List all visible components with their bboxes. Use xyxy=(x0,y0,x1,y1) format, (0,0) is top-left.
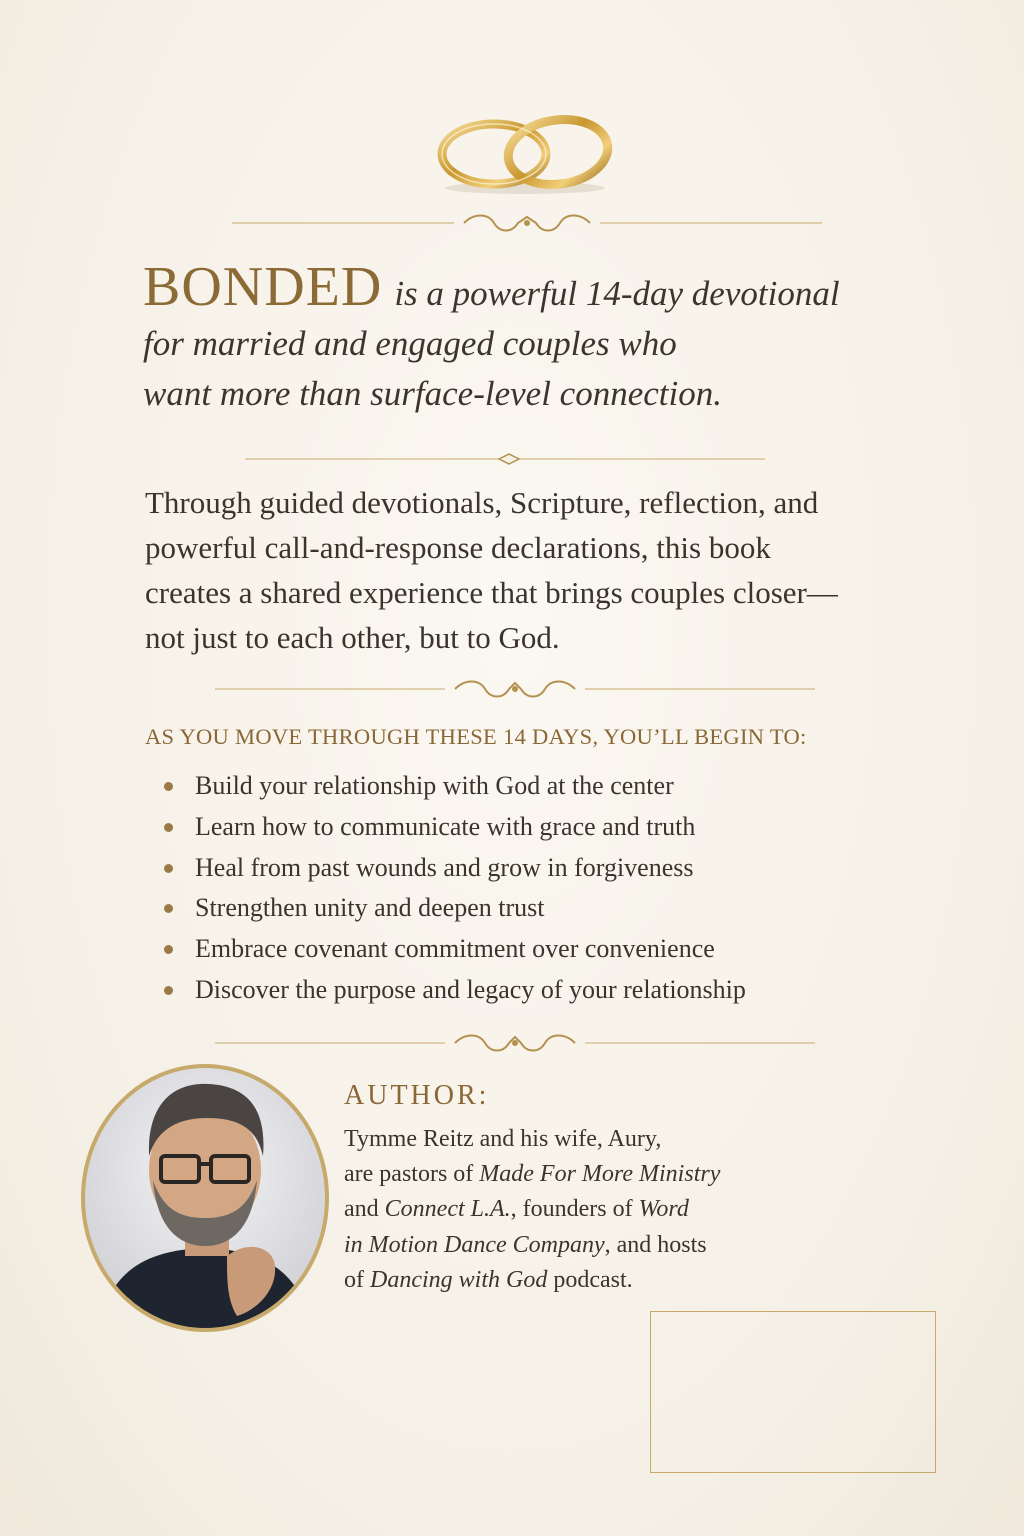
bullet-icon xyxy=(164,986,173,995)
bullet-icon xyxy=(164,864,173,873)
intro-statement xyxy=(143,256,943,419)
ornament-divider xyxy=(232,207,822,237)
barcode-placeholder xyxy=(650,1311,936,1473)
list-item: Heal from past wounds and grow in forgiveness xyxy=(160,848,746,889)
bullet-icon xyxy=(164,823,173,832)
description-line-1: Through guided devotionals, Scripture, reflection, and xyxy=(145,485,819,520)
benefits-heading: AS YOU MOVE THROUGH THESE 14 DAYS, YOU’LL BEGIN TO: xyxy=(145,724,807,749)
author-bio xyxy=(344,1122,720,1298)
list-item: Learn how to communicate with grace and truth xyxy=(160,807,746,848)
wedding-rings-icon xyxy=(432,104,618,196)
ornament-divider-small xyxy=(245,443,765,473)
intro-line-1: is a powerful 14-day devotional xyxy=(394,274,840,313)
description-line-2: powerful call-and-response declarations, this book xyxy=(145,530,771,565)
benefits-list xyxy=(160,766,746,1011)
author-bio-line: and Connect L.A., founders of Word xyxy=(344,1196,689,1223)
book-title: BONDED xyxy=(143,256,383,318)
description-line-4: not just to each other, but to God. xyxy=(145,620,560,655)
bullet-icon xyxy=(164,945,173,954)
list-item: Embrace covenant commitment over convenience xyxy=(160,929,746,970)
author-bio-line: of Dancing with God podcast. xyxy=(344,1266,633,1293)
author-photo xyxy=(77,1060,333,1336)
intro-line-2: for married and engaged couples who xyxy=(143,324,677,363)
author-heading: AUTHOR: xyxy=(344,1080,490,1111)
bullet-icon xyxy=(164,904,173,913)
bullet-icon xyxy=(164,782,173,791)
author-bio-line: Tymme Reitz and his wife, Aury, xyxy=(344,1126,662,1152)
list-item: Build your relationship with God at the center xyxy=(160,766,746,807)
description-line-3: creates a shared experience that brings couples closer— xyxy=(145,575,838,610)
ornament-divider xyxy=(215,673,815,703)
author-bio-line: are pastors of Made For More Ministry xyxy=(344,1161,721,1188)
list-item: Discover the purpose and legacy of your relationship xyxy=(160,970,746,1011)
ornament-divider xyxy=(215,1027,815,1057)
description-paragraph xyxy=(145,480,905,660)
list-item: Strengthen unity and deepen trust xyxy=(160,888,746,929)
intro-line-3: want more than surface-level connection. xyxy=(143,374,722,413)
author-bio-line: in Motion Dance Company, and hosts xyxy=(344,1231,707,1258)
